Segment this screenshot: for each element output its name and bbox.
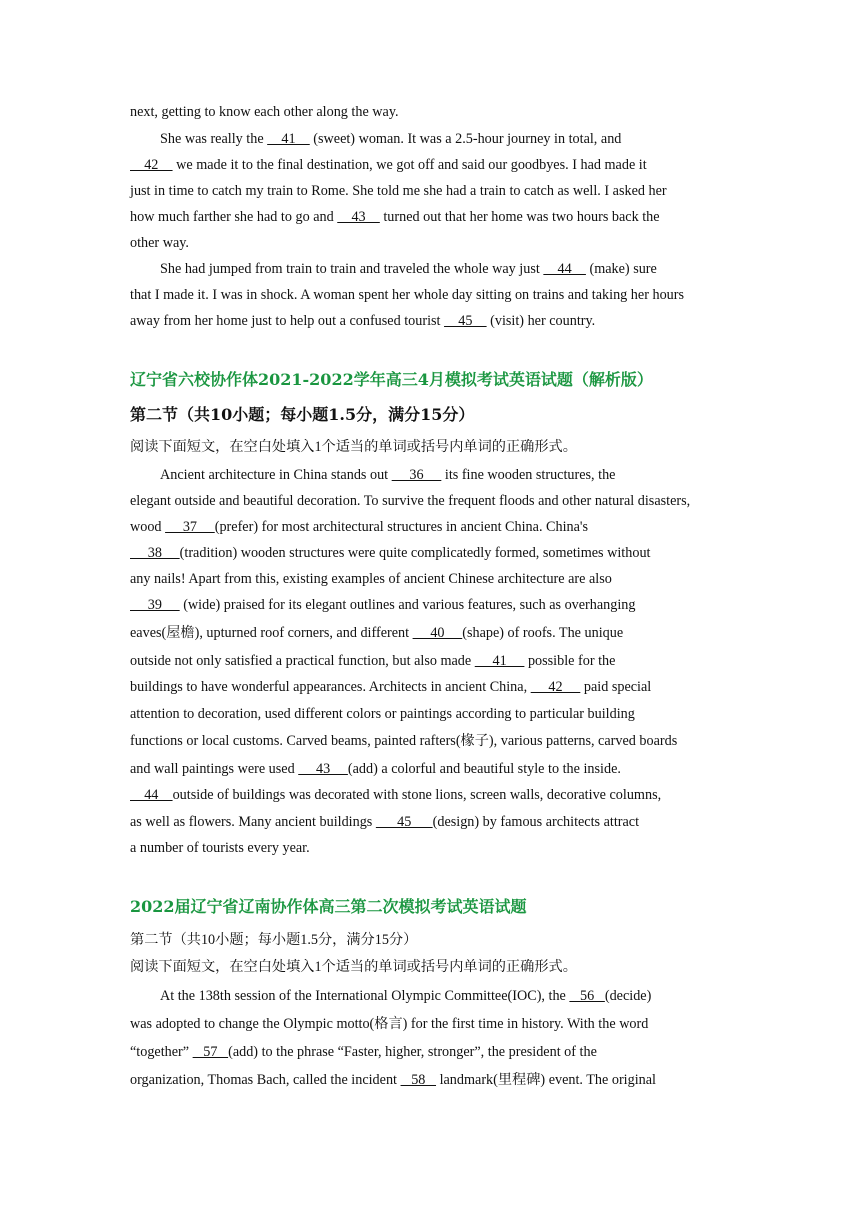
passage-line — [130, 786, 730, 804]
answer-blank: 42 — [530, 679, 581, 695]
passage-text: She had jumped from train to train and traveled the whole way just — [160, 261, 544, 277]
passage-text: how much farther she had to go and — [130, 209, 338, 225]
answer-blank: 38 — [130, 545, 180, 561]
passage-text: (design) by famous architects attract — [432, 814, 640, 830]
answer-blank: 40 — [412, 625, 463, 641]
passage-line — [130, 518, 730, 536]
passage-text: Ancient architecture in China stands out — [160, 467, 392, 483]
passage-text: and wall paintings were used — [130, 761, 299, 777]
instruction-b: 阅读下面短文，在空白处填入1个适当的单词或括号内单词的正确形式。 — [130, 439, 577, 455]
passage-text: (wide) praised for its elegant outlines and various features, such as overhanging — [179, 597, 636, 613]
answer-blank: 37 — [165, 519, 215, 535]
passage-line — [160, 987, 760, 1005]
passage-line — [130, 312, 730, 330]
passage-line — [130, 624, 730, 642]
passage-text: At the 138th session of the International Olympic Committee(IOC), the — [160, 988, 570, 1004]
passage-text: next, getting to know each other along the way. — [130, 104, 399, 120]
passage-text: was adopted to change the Olympic motto(格言) for the first time in history. With the word — [130, 1016, 649, 1032]
answer-blank: 57 — [192, 1044, 229, 1060]
answer-blank: 42 — [130, 157, 173, 173]
passage-text: outside of buildings was decorated with stone lions, screen walls, decorative columns, — [172, 787, 662, 803]
answer-blank: 45 — [375, 814, 433, 830]
passage-text: other way. — [130, 235, 189, 251]
passage-text: attention to decoration, used different colors or paintings according to particular building — [130, 706, 635, 722]
passage-line — [130, 652, 730, 670]
exam-title-b: 辽宁省六校协作体2021-2022学年高三4月模拟考试英语试题（解析版） — [130, 370, 653, 389]
answer-blank: 58 — [400, 1072, 437, 1088]
passage-line — [130, 1015, 730, 1033]
passage-text: paid special — [580, 679, 652, 695]
passage-text: buildings to have wonderful appearances. Architects in ancient China, — [130, 679, 531, 695]
answer-blank: 41 — [474, 653, 525, 669]
part-heading-c: 第二节（共10小题；每小题1.5分，满分15分） — [130, 932, 418, 948]
passage-text: (make) sure — [585, 261, 657, 277]
passage-text: a number of tourists every year. — [130, 840, 310, 856]
passage-text: we made it to the final destination, we got off and said our goodbyes. I had made it — [172, 157, 647, 173]
passage-line — [130, 839, 730, 857]
passage-text: as well as flowers. Many ancient buildings — [130, 814, 376, 830]
passage-line — [130, 544, 730, 562]
passage-text: wood — [130, 519, 166, 535]
passage-line — [130, 813, 730, 831]
passage-text: (sweet) woman. It was a 2.5-hour journey in total, and — [309, 131, 622, 147]
passage-text: functions or local customs. Carved beams, painted rafters(椽子), various patterns, carved boards — [130, 733, 678, 749]
instruction-c: 阅读下面短文，在空白处填入1个适当的单词或括号内单词的正确形式。 — [130, 959, 577, 975]
answer-blank: 45 — [444, 313, 487, 329]
passage-line — [160, 466, 760, 484]
passage-line — [130, 208, 730, 226]
passage-text: (tradition) wooden structures were quite complicatedly formed, sometimes without — [179, 545, 651, 561]
passage-text: (visit) her country. — [486, 313, 596, 329]
passage-text: (add) a colorful and beautiful style to the inside. — [347, 761, 621, 777]
answer-blank: 43 — [298, 761, 348, 777]
passage-line — [130, 678, 730, 696]
passage-line — [130, 103, 730, 121]
passage-text: outside not only satisfied a practical function, but also made — [130, 653, 475, 669]
exam-title-c: 2022届辽宁省辽南协作体高三第二次模拟考试英语试题 — [130, 897, 527, 916]
passage-line — [130, 570, 730, 588]
answer-blank: 36 — [391, 467, 442, 483]
passage-text: eaves(屋檐), upturned roof corners, and different — [130, 625, 413, 641]
passage-text: any nails! Apart from this, existing examples of ancient Chinese architecture are also — [130, 571, 612, 587]
passage-text: (prefer) for most architectural structures in ancient China. China's — [214, 519, 589, 535]
passage-text: (shape) of roofs. The unique — [462, 625, 624, 641]
passage-text: elegant outside and beautiful decoration. To survive the frequent floods and other natural disasters, — [130, 493, 691, 509]
passage-text: landmark(里程碑) event. The original — [436, 1072, 656, 1088]
passage-line — [130, 286, 730, 304]
passage-line — [130, 492, 730, 510]
passage-line — [130, 705, 730, 723]
answer-blank: 44 — [130, 787, 173, 803]
passage-text: just in time to catch my train to Rome. She told me she had a train to catch as well. I asked her — [130, 183, 667, 199]
passage-text: possible for the — [524, 653, 616, 669]
passage-line — [130, 182, 730, 200]
passage-text: its fine wooden structures, the — [441, 467, 616, 483]
passage-text: away from her home just to help out a confused tourist — [130, 313, 445, 329]
passage-line — [160, 260, 760, 278]
answer-blank: 41 — [267, 131, 310, 147]
passage-text: turned out that her home was two hours back the — [379, 209, 660, 225]
passage-line — [160, 130, 760, 148]
answer-blank: 44 — [543, 261, 586, 277]
passage-line — [130, 1071, 730, 1089]
passage-line — [130, 156, 730, 174]
passage-text: organization, Thomas Bach, called the incident — [130, 1072, 401, 1088]
passage-line — [130, 1043, 730, 1061]
passage-text: (add) to the phrase “Faster, higher, stronger”, the president of the — [228, 1044, 597, 1060]
passage-text: “together” — [130, 1044, 193, 1060]
passage-line — [130, 234, 730, 252]
passage-text: She was really the — [160, 131, 268, 147]
passage-line — [130, 732, 730, 750]
passage-line — [130, 760, 730, 778]
passage-text: that I made it. I was in shock. A woman spent her whole day sitting on trains and taking her hours — [130, 287, 684, 303]
passage-text: (decide) — [604, 988, 652, 1004]
passage-line — [130, 596, 730, 614]
answer-blank: 56 — [569, 988, 605, 1004]
answer-blank: 39 — [130, 597, 180, 613]
part-heading-b: 第二节（共10小题；每小题1.5分，满分15分） — [130, 405, 475, 424]
answer-blank: 43 — [337, 209, 380, 225]
